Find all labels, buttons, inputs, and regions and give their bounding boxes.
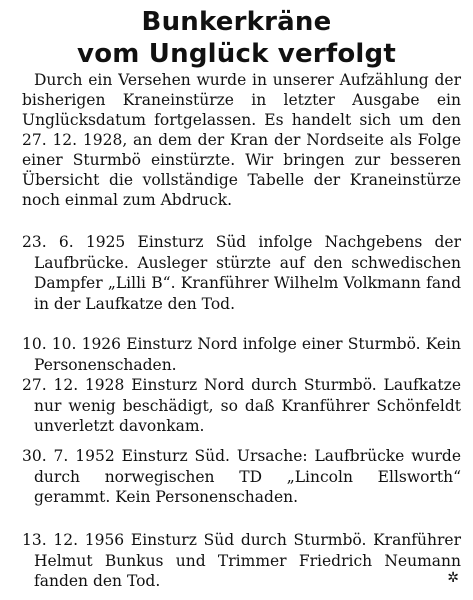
incident-text: Einsturz Süd. Ursache: Laufbrücke wurde durch norwegischen TD „Lincoln Ellsworth“ gerammt. Kein Personenschaden.	[34, 447, 461, 506]
incident-date: 30. 7. 1952	[22, 447, 115, 465]
incident-entry	[22, 530, 461, 592]
headline-line-2: vom Unglück verfolgt	[77, 39, 396, 69]
incident-entry	[22, 375, 461, 437]
headline-line-1: Bunkerkräne	[141, 7, 332, 37]
incident-text: Einsturz Süd infolge Nachgebens der Laufbrücke. Ausleger stürzte auf den schwedischen Dampfer „Lilli B“. Kranführer Wilhelm Volkmann fand in der Laufkatze den Tod.	[34, 233, 461, 313]
incident-text: Einsturz Nord infolge einer Sturmbö. Kein Personenschaden.	[34, 335, 461, 374]
incident-text: Einsturz Süd durch Sturmbö. Kranführer Helmut Bunkus und Trimmer Friedrich Neumann fanden den Tod.	[34, 531, 461, 590]
incident-entry	[22, 446, 461, 508]
star-icon: ✲	[447, 570, 459, 586]
incident-date: 23. 6. 1925	[22, 233, 126, 251]
incident-date: 13. 12. 1956	[22, 531, 125, 549]
incident-entry	[22, 232, 461, 314]
incident-entry	[22, 334, 461, 375]
incident-date: 10. 10. 1926	[22, 335, 122, 353]
incident-date: 27. 12. 1928	[22, 376, 125, 394]
incident-text: Einsturz Nord durch Sturmbö. Laufkatze nur wenig beschädigt, so daß Kranführer Schönfeldt unverletzt davonkam.	[34, 376, 461, 435]
intro-paragraph: Durch ein Versehen wurde in unserer Aufzählung der bisherigen Kraneinstürze in letzter Ausgabe ein Unglücksdatum fortgelassen. Es handelt sich um den 27. 12. 1928, an dem der Kran der Nordseite als Folge einer Sturmbö einstürzte. Wir bringen zur besseren Übersicht die vollständige Tabelle der Kraneinstürze noch einmal zum Abdruck.	[22, 71, 461, 209]
